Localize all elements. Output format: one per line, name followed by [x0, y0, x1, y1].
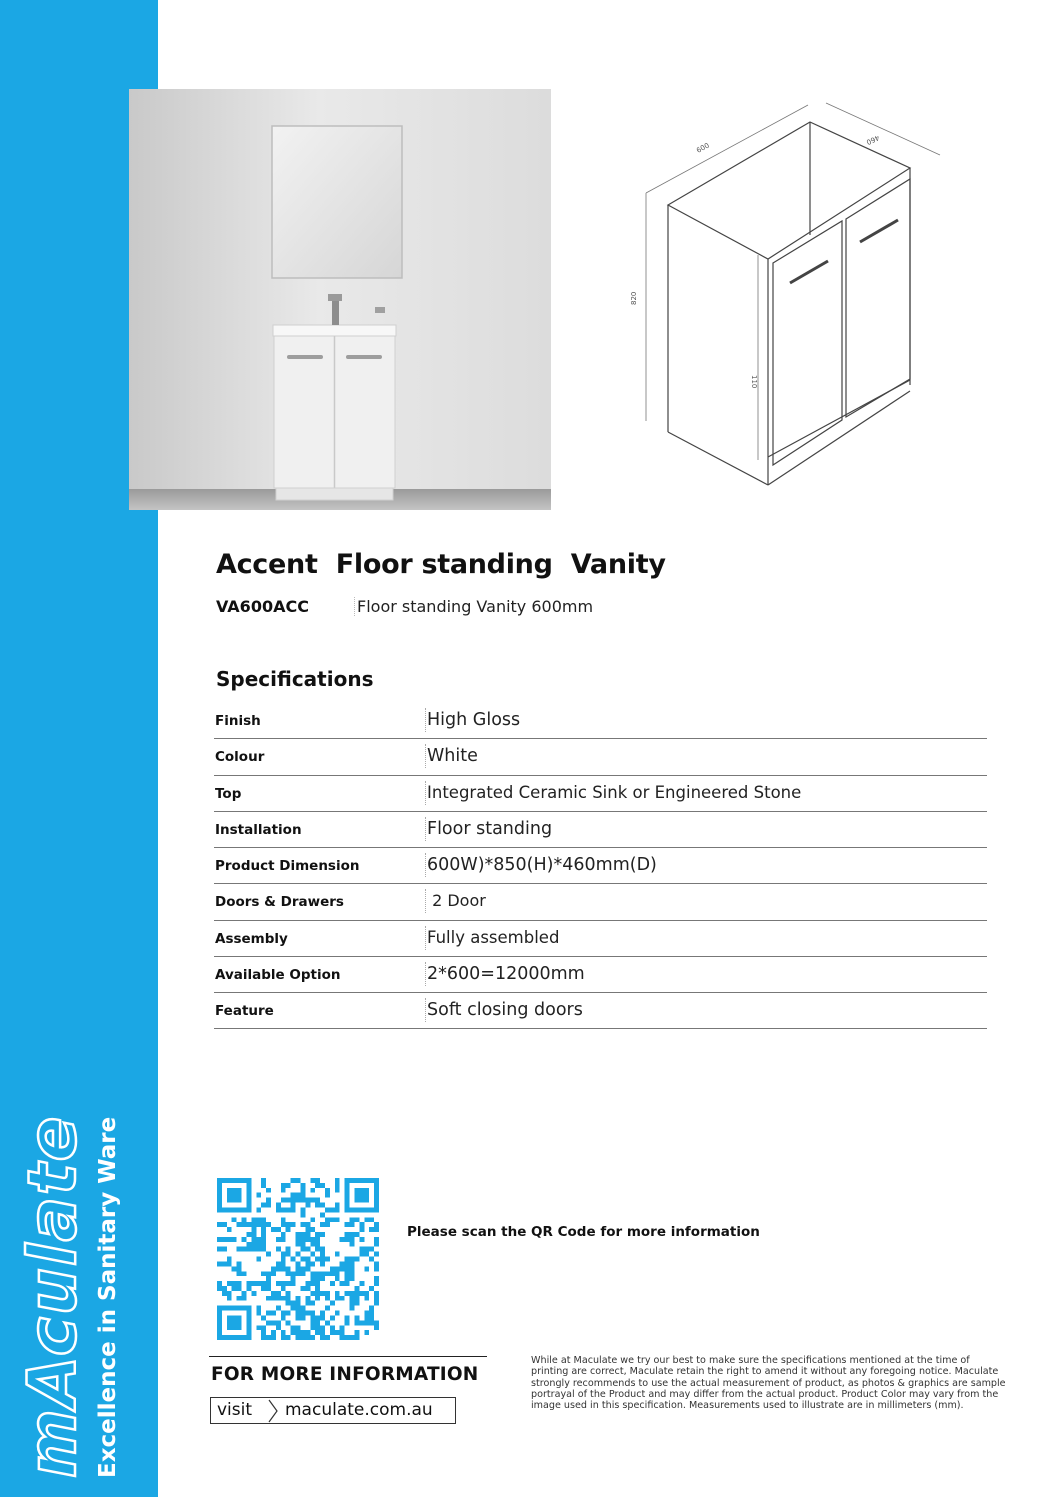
spec-label-doors: Doors & Drawers — [215, 894, 344, 911]
spec-label-assembly: Assembly — [215, 930, 288, 947]
disclaimer-text: While at Maculate we try our best to make sure the specifications mentioned at the time of printing are correct, Maculate retain the right to amend it without any foregoing notice. Maculate strongly recommends to use the actual measurement of product, as photos & graphics are sample portrayal of the Product and may differ from the actual product. Product Color may vary from the image used in this specification. Measurements used to illustrate are in millimeters (mm). — [531, 1355, 1006, 1412]
product-code: VA600ACC — [216, 597, 309, 616]
spec-row — [214, 848, 987, 884]
brand-tagline: Excellence in Sanitary Ware — [95, 1116, 121, 1478]
qr-caption: Please scan the QR Code for more information — [407, 1224, 760, 1240]
website-url[interactable]: maculate.com.au — [285, 1400, 433, 1420]
product-title: Accent Floor standing Vanity — [216, 549, 666, 580]
product-description: Floor standing Vanity 600mm — [354, 597, 593, 616]
visit-label: visit — [217, 1400, 253, 1420]
spec-value-finish: High Gloss — [427, 710, 521, 730]
dim-kick: 110 — [750, 375, 758, 389]
dim-height: 820 — [630, 291, 638, 305]
qr-code[interactable] — [217, 1178, 379, 1340]
spec-row — [214, 884, 987, 920]
spec-value-option: 2*600=12000mm — [427, 963, 585, 984]
divider — [209, 1356, 487, 1357]
dim-depth: 460 — [865, 133, 881, 147]
spec-value-doors: 2 Door — [425, 889, 486, 913]
specifications-heading: Specifications — [216, 667, 374, 691]
spec-value-installation: Floor standing — [427, 818, 553, 839]
spec-label-feature: Feature — [215, 1003, 274, 1019]
spec-value-assembly: Fully assembled — [425, 926, 559, 950]
spec-label-colour: Colour — [215, 749, 265, 766]
spec-value-top: Integrated Ceramic Sink or Engineered Stone — [425, 781, 801, 805]
spec-row — [214, 703, 987, 739]
spec-value-dimension: 600W)*850(H)*460mm(D) — [427, 855, 657, 875]
specifications-table — [214, 703, 987, 1029]
spec-row — [214, 739, 987, 775]
dim-width: 600 — [695, 141, 711, 155]
technical-drawing — [628, 95, 958, 495]
spec-label-finish: Finish — [215, 713, 261, 729]
visit-link[interactable] — [210, 1397, 456, 1424]
brand-vertical — [10, 1058, 140, 1478]
spec-row — [214, 776, 987, 812]
chevron-right-icon — [265, 1399, 281, 1423]
spec-row — [214, 957, 987, 993]
brand-logo: mAculate — [14, 1114, 91, 1478]
spec-row — [214, 921, 987, 957]
more-info-heading: FOR MORE INFORMATION — [211, 1364, 479, 1385]
spec-row — [214, 993, 987, 1029]
spec-label-installation: Installation — [215, 821, 302, 838]
product-photo — [129, 89, 551, 510]
spec-value-feature: Soft closing doors — [427, 1000, 583, 1020]
spec-label-dimension: Product Dimension — [215, 858, 360, 874]
spec-label-option: Available Option — [215, 966, 341, 983]
spec-value-colour: White — [427, 746, 478, 767]
spec-row — [214, 812, 987, 848]
spec-label-top: Top — [215, 785, 242, 802]
